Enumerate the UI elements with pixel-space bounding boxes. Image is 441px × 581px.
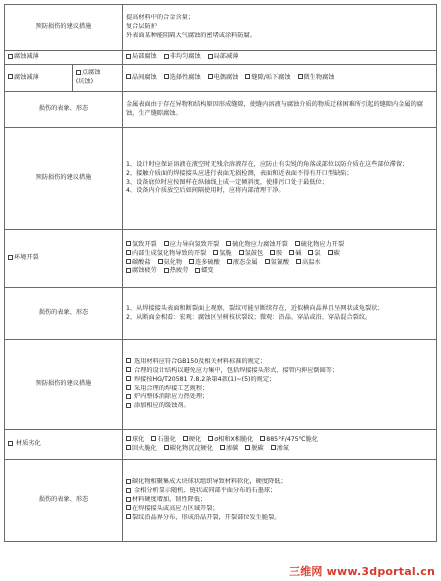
label-split	[5, 65, 122, 91]
row-label: 环境开裂	[5, 230, 123, 288]
watermark: 三维网 www.3dportal.cn	[289, 565, 435, 578]
check-option[interactable]: 材料硬度增加，韧性降低；	[126, 496, 433, 505]
checkbox[interactable]	[126, 241, 131, 246]
check-option[interactable]: 石墨化	[151, 436, 176, 445]
content-line: 提高材料中的合金含量；	[126, 14, 195, 22]
table-row	[5, 430, 437, 460]
checkbox[interactable]	[76, 70, 81, 75]
checkbox[interactable]	[158, 259, 163, 264]
check-option[interactable]: 内部生成氢化物导致的开裂	[126, 250, 206, 259]
check-option[interactable]: 缝隙/垢下腐蚀	[245, 74, 290, 83]
table-row	[5, 460, 437, 542]
table-row	[5, 65, 437, 92]
row-content	[123, 430, 437, 460]
row-label: 损伤的表象、形态	[5, 92, 123, 128]
content-item: 1、设计时应保证溶液在液空时无残余溶液存在，应防止有尖锐的角落或部位以防介质在这些部位滞留；	[126, 160, 409, 168]
checkbox[interactable]	[208, 54, 213, 59]
checkbox[interactable]	[270, 250, 275, 255]
row-content	[123, 288, 437, 340]
row-content	[123, 340, 437, 430]
checkbox[interactable]	[328, 250, 333, 255]
checkbox[interactable]	[126, 479, 131, 484]
checkbox[interactable]	[126, 436, 131, 441]
content-item: 3、设备底位时应按图样在纵轴线上成一定倾斜度，使排污口处于最低位；	[126, 178, 328, 186]
checkbox[interactable]	[308, 250, 313, 255]
checkbox[interactable]	[164, 74, 169, 79]
check-option[interactable]: 晶间腐蚀	[126, 74, 157, 83]
checkbox[interactable]	[126, 367, 131, 372]
checkbox[interactable]	[220, 445, 225, 450]
table-row	[5, 230, 437, 288]
checkbox[interactable]	[126, 488, 131, 493]
checkbox[interactable]	[126, 385, 131, 390]
checkbox[interactable]	[126, 514, 131, 519]
checkbox[interactable]	[295, 241, 300, 246]
check-option[interactable]: 渗碳	[220, 445, 238, 454]
checkbox[interactable]	[298, 74, 303, 79]
table-row	[5, 51, 437, 65]
check-option[interactable]: 在焊接接头或高应力区域开裂；	[126, 505, 433, 514]
row-content	[123, 51, 437, 65]
row-label: 预防损伤的建议措施	[5, 128, 123, 230]
checkbox[interactable]	[265, 259, 270, 264]
check-option[interactable]: 蠕变	[195, 267, 213, 276]
content-paragraph: 金属表面由于存在异物和结构原因形成缝隙，使缝内溶液与腐蚀介质的物质迁移困难所引起的缝隙内金属的腐蚀，生产缝隙腐蚀。	[126, 100, 423, 117]
checkbox[interactable]	[226, 241, 231, 246]
row-content	[123, 230, 437, 288]
check-option[interactable]: 焊接按HG/T20581 7.8.2条第4款(1)~(5)的规定；	[126, 376, 433, 385]
checkbox[interactable]	[213, 250, 218, 255]
row-label: 预防损伤的建议措施	[5, 340, 123, 430]
check-option[interactable]: 氨化物	[158, 259, 183, 268]
check-option[interactable]: 碳	[328, 250, 340, 259]
checkbox[interactable]	[151, 436, 156, 441]
check-option[interactable]: 裂纹沿晶界分布，形成沿晶开裂，开裂部位发生脆裂。	[126, 514, 433, 523]
check-option[interactable]: 氢致开裂	[126, 241, 157, 250]
checkbox[interactable]	[289, 250, 294, 255]
row-label: 预防损伤的建议措施	[5, 5, 123, 51]
check-option[interactable]: σ相和X相脆化	[208, 436, 253, 445]
checkbox[interactable]	[164, 445, 169, 450]
check-option[interactable]: 碱	[289, 250, 301, 259]
checkbox[interactable]	[8, 441, 13, 446]
content-item: 2、接触介质面的焊接接头应进行表面无损检测，表面和近表面不得有开口型缺陷；	[126, 169, 353, 177]
check-option[interactable]: 氢鼓包	[239, 250, 264, 259]
content-item: 2、从断面金相看：宏观：腐蚀区呈树枝状裂纹；微观：沿晶、穿晶或沿、穿晶混合裂纹。	[126, 313, 372, 321]
row-content	[123, 460, 437, 542]
checkbox[interactable]	[245, 74, 250, 79]
check-option[interactable]: 电偶腐蚀	[208, 74, 239, 83]
checkbox[interactable]	[126, 250, 131, 255]
row-content	[123, 5, 437, 51]
checkbox[interactable]	[208, 436, 213, 441]
check-option[interactable]: 脱碳	[245, 445, 263, 454]
check-option[interactable]: 碳酸盐	[126, 259, 151, 268]
row-label	[5, 65, 123, 92]
table-row	[5, 5, 437, 51]
row-label: 材质劣化	[5, 430, 123, 460]
label-left: 腐蚀减薄	[5, 65, 72, 91]
checkbox[interactable]	[164, 268, 169, 273]
check-option[interactable]: 碳化物沉淀硬化	[164, 445, 213, 454]
check-option[interactable]: 局部减薄	[208, 53, 239, 62]
table-row	[5, 288, 437, 340]
row-content	[123, 92, 437, 128]
content-item: 1、从焊接接头表面和断裂面上观察，裂纹可能呈断续存在，近似横向晶界且呈网状或龟裂状；	[126, 304, 384, 312]
checkbox[interactable]	[260, 436, 265, 441]
check-option[interactable]: 胺	[270, 250, 282, 259]
check-option[interactable]: 硫化物应力开裂	[295, 241, 344, 250]
checkbox[interactable]	[126, 259, 131, 264]
content-line: 复合层防护	[126, 23, 157, 30]
table-row	[5, 128, 437, 230]
checkbox[interactable]	[296, 259, 301, 264]
label-right: 点腐蚀 (坑蚀)	[75, 69, 101, 85]
check-option[interactable]: 选用材料应符合GB150及相关材料标准的规定；	[126, 358, 433, 367]
check-option[interactable]: 球化	[126, 436, 144, 445]
check-option[interactable]: 硬化	[183, 436, 201, 445]
check-option[interactable]: 氯	[308, 250, 320, 259]
checkbox[interactable]	[189, 259, 194, 264]
check-option[interactable]: 硫化物应力腐蚀开裂	[226, 241, 288, 250]
checkbox[interactable]	[126, 505, 131, 510]
row-label: 损伤的表象、形态	[5, 288, 123, 340]
checkbox[interactable]	[126, 358, 131, 363]
checkbox[interactable]	[245, 445, 250, 450]
checkbox[interactable]	[183, 436, 188, 441]
check-option[interactable]: 金相分析显示随机、链状或同部平面分布的石墨球；	[126, 487, 433, 496]
checkbox[interactable]	[239, 250, 244, 255]
checkbox[interactable]	[126, 403, 131, 408]
content-line: 外表面某种能阻隔大气腐蚀的密堵或涂料防腐。	[126, 31, 256, 39]
checkbox[interactable]	[208, 74, 213, 79]
checkbox[interactable]	[195, 268, 200, 273]
check-option[interactable]: 高温水	[296, 259, 321, 268]
check-option[interactable]: 添加相应的缓蚀剂。	[126, 402, 433, 411]
checkbox[interactable]	[126, 74, 131, 79]
check-option[interactable]: 碳化物相聚集成大块球状组织导致材料软化，硬度降低；	[126, 478, 433, 487]
table-row	[5, 340, 437, 430]
check-option[interactable]: 腐蚀疲劳	[126, 267, 157, 276]
check-option[interactable]: 氢氰酸	[265, 259, 290, 268]
content-item: 4、设备内介质放空后如间隔使用时，应将内部清理干净。	[126, 187, 285, 195]
row-content	[123, 65, 437, 92]
check-option[interactable]: 液态金属	[227, 259, 258, 268]
checkbox[interactable]	[126, 445, 131, 450]
checkbox[interactable]	[8, 255, 13, 260]
checkbox[interactable]	[8, 74, 13, 79]
checkbox[interactable]	[126, 268, 131, 273]
check-option[interactable]: 氢脆	[213, 250, 231, 259]
checkbox[interactable]	[8, 54, 13, 59]
check-option[interactable]: 局部腐蚀	[126, 53, 157, 62]
checkbox[interactable]	[164, 241, 169, 246]
check-option[interactable]: 炉内整体消除应力热处理；	[126, 393, 433, 402]
check-option[interactable]: 非均匀腐蚀	[164, 53, 201, 62]
row-content	[123, 128, 437, 230]
check-option[interactable]: 采用合理的焊接工艺规程；	[126, 385, 433, 394]
check-option[interactable]: 885°F/475℃脆化	[260, 436, 318, 445]
checkbox[interactable]	[126, 54, 131, 59]
checkbox[interactable]	[271, 445, 276, 450]
check-option[interactable]: 微生物腐蚀	[298, 74, 335, 83]
damage-mechanism-table	[4, 4, 437, 542]
check-option[interactable]: 回火脆化	[126, 445, 157, 454]
check-option[interactable]: 应力导向氢致开裂	[164, 241, 220, 250]
checkbox[interactable]	[164, 54, 169, 59]
checkbox[interactable]	[126, 394, 131, 399]
check-option[interactable]: 合理的设计结构以避免应力集中，包括焊接接头形式、接管内伸应倒圆等；	[126, 367, 433, 376]
check-option[interactable]: 连多硫酸	[189, 259, 220, 268]
check-option[interactable]: 渗氮	[271, 445, 289, 454]
row-label: 腐蚀减薄	[5, 51, 123, 65]
checkbox[interactable]	[227, 259, 232, 264]
checkbox[interactable]	[126, 497, 131, 502]
check-option[interactable]: 热疲劳	[164, 267, 189, 276]
row-label: 损伤的表象、形态	[5, 460, 123, 542]
check-option[interactable]: 选择性腐蚀	[164, 74, 201, 83]
checkbox[interactable]	[126, 376, 131, 381]
table-row	[5, 92, 437, 128]
